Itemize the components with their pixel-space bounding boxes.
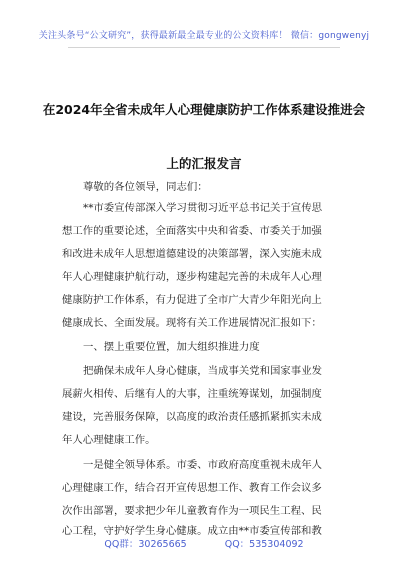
section-heading: 一、摆上重要位置，加大组织推进力度 (83, 341, 260, 353)
body-line: 健康成长、全面发展。现将有关工作进展情况汇报如下： (62, 317, 322, 329)
footer-contact (0, 536, 408, 550)
document-title-line-1: 在2024年全省未成年人心理健康防护工作体系建设推进会 (42, 102, 366, 117)
body-line: 想工作的重要论述，全面落实中央和省委、市委关于加强 (62, 225, 322, 237)
body-line: 把确保未成年人身心健康，当成事关党和国家事业发 (83, 365, 322, 377)
footer-qq-group: QQ群：30265665 (104, 539, 187, 550)
document-title-line-2: 上的汇报发言 (166, 156, 242, 171)
body-line: **市委宣传部深入学习贯彻习近平总书记关于宣传思 (83, 202, 322, 214)
body-line: 和改进未成年人思想道德建设的决策部署，深入实施未成 (62, 248, 322, 260)
body-line: 次作出部署，要求把少年儿童教育作为一项民生工程、民 (62, 505, 322, 517)
body-line: 心理健康工作，结合召开宣传思想工作、教育工作会议多 (62, 482, 322, 494)
body-line: 年人心理健康工作。 (62, 434, 156, 446)
body-line: 健康防护工作体系，有力促进了全市广大青少年阳光向上 (62, 294, 322, 306)
header-divider (68, 47, 340, 48)
body-line: 建设，完善服务保障，以高度的政治责任感抓紧抓实未成 (62, 411, 322, 423)
body-line: 一是健全领导体系。市委、市政府高度重视未成年人 (83, 459, 322, 471)
body-line: 心工程，守护好学生身心健康。成立由**市委宣传部和教 (62, 525, 322, 537)
body-line: 展薪火相传、后继有人的大事，注重统筹谋划，加强制度 (62, 388, 322, 400)
footer-qq-number: QQ：535304092 (224, 539, 304, 550)
header-note: 关注头条号“公文研究”，获得最新最全最专业的公文资料库！ 微信：gongwenyj (38, 31, 370, 41)
salutation: 尊敬的各位领导，同志们： (83, 181, 208, 193)
body-line: 年人心理健康护航行动，逐步构建起完善的未成年人心理 (62, 271, 322, 283)
